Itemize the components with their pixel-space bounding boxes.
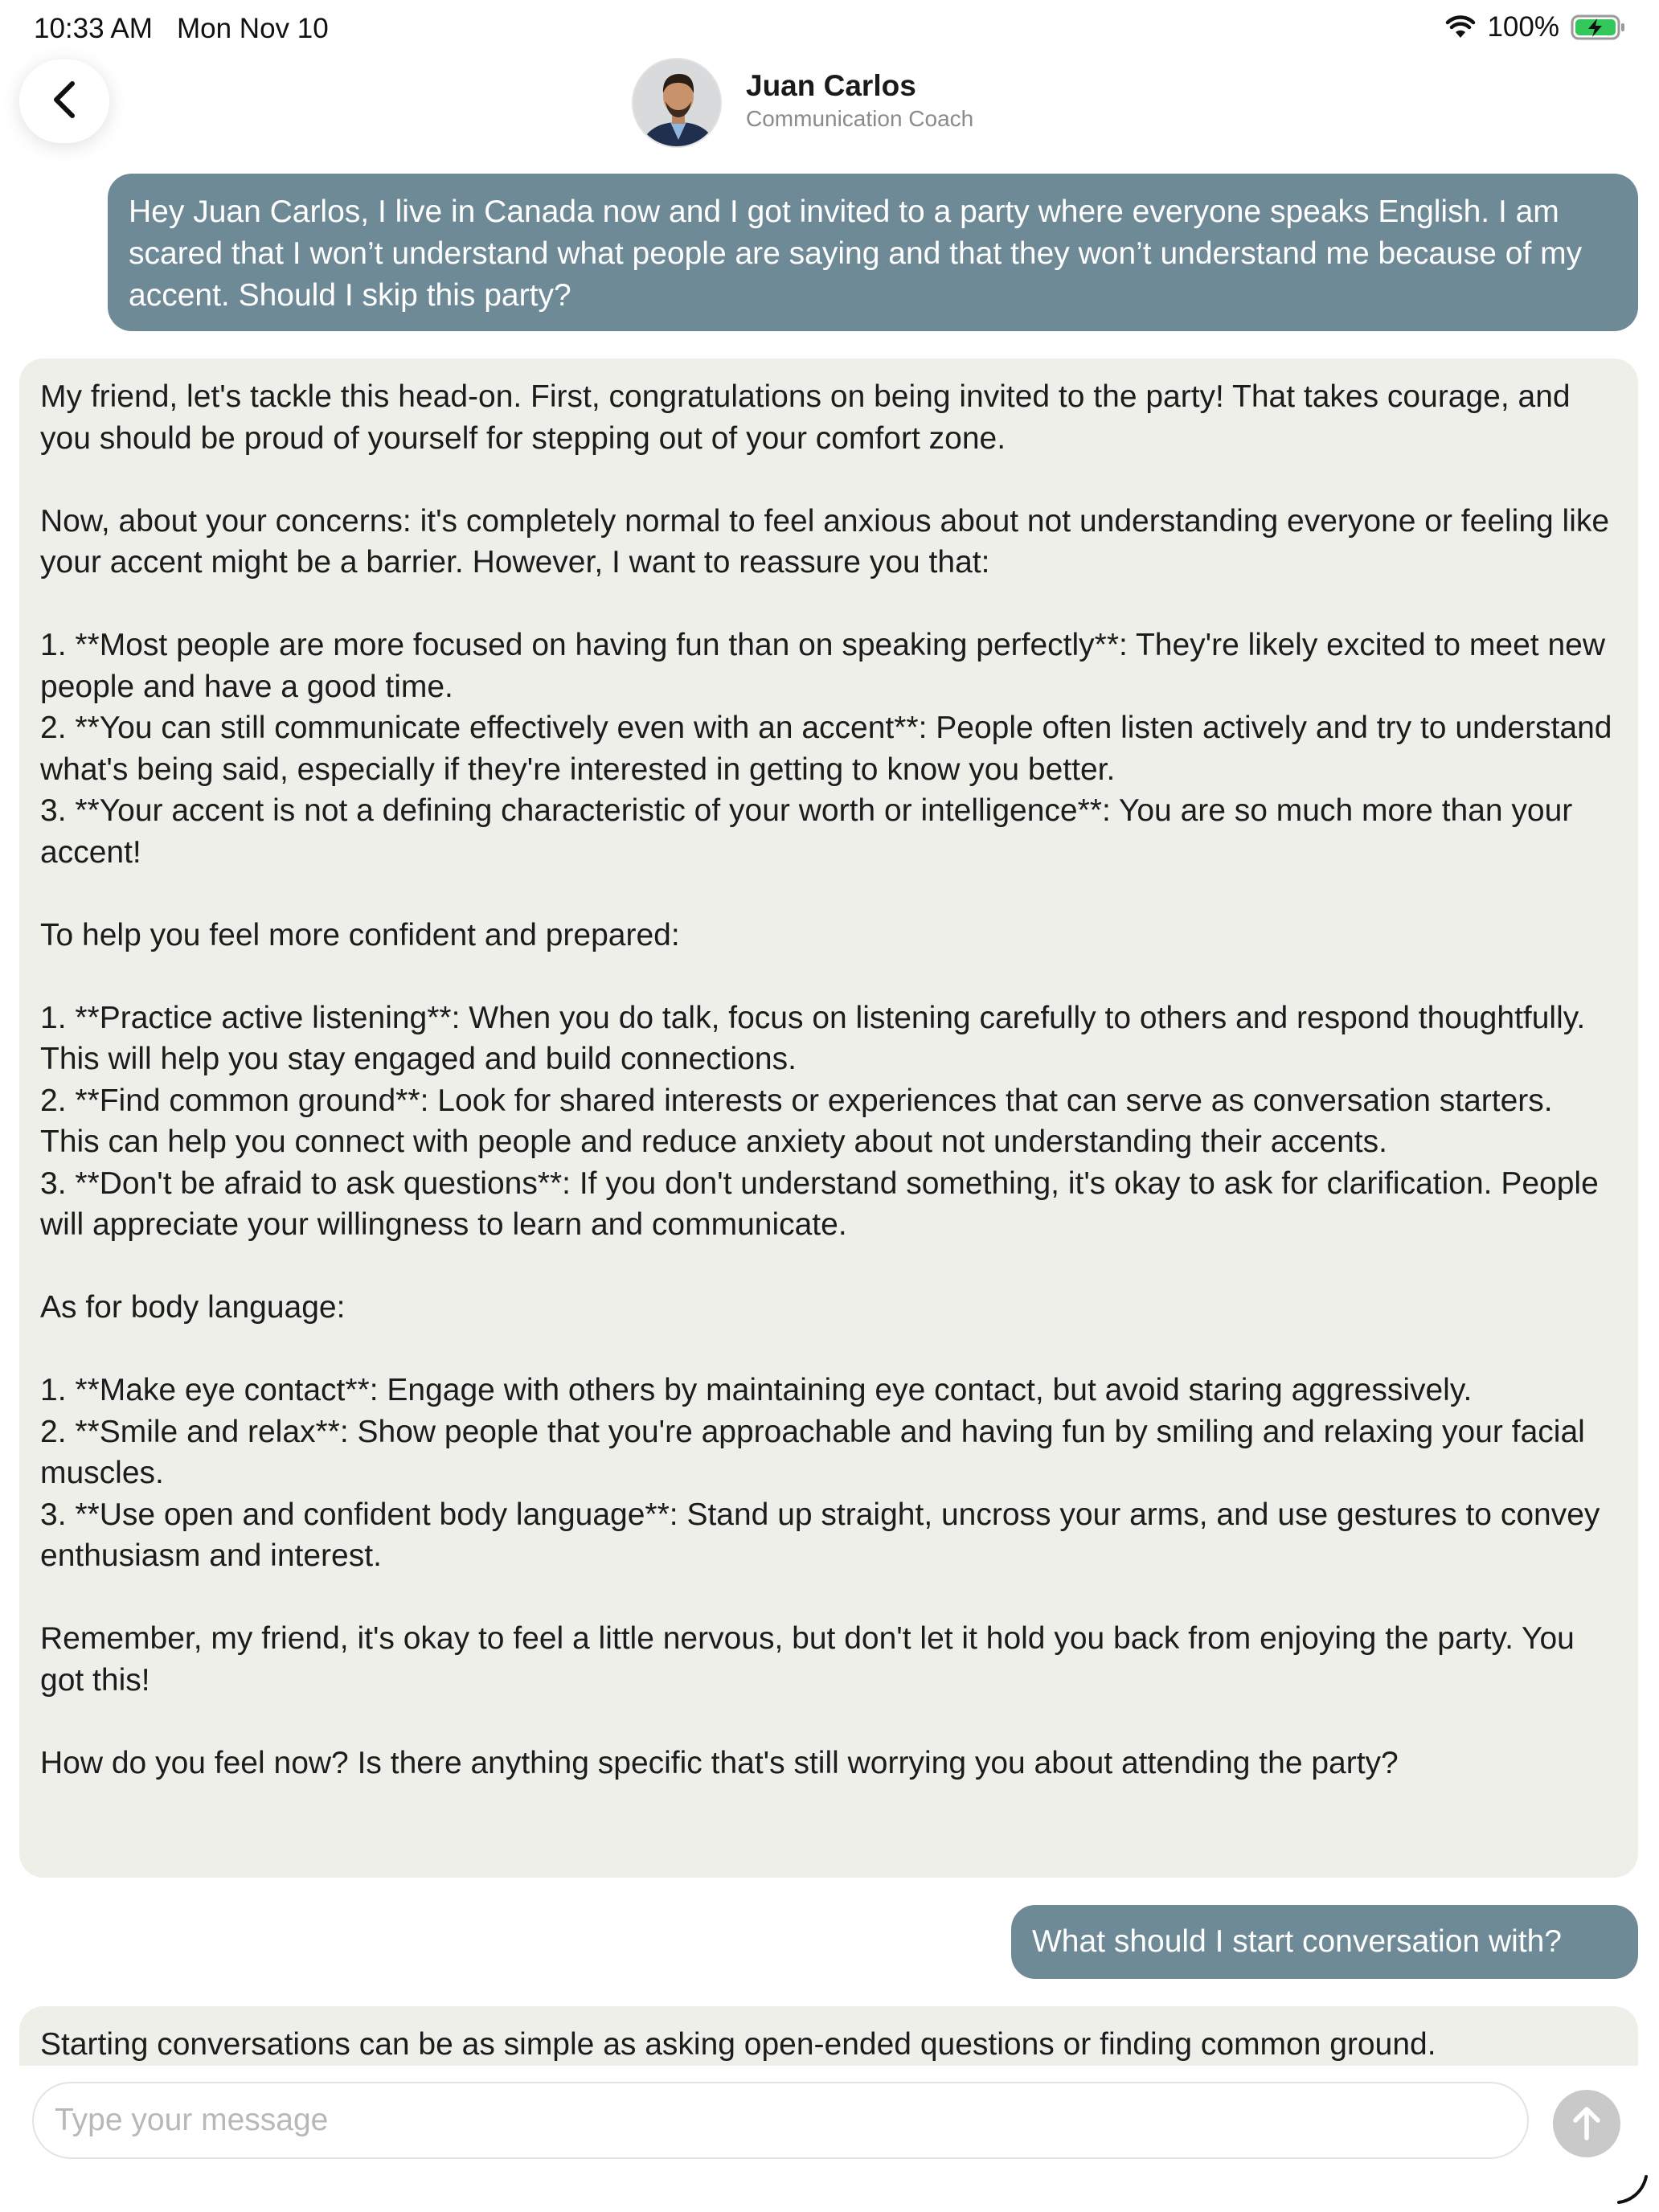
- status-time: 10:33 AM: [34, 13, 153, 44]
- coach-message-bubble: Starting conversations can be as simple as asking open-ended questions or finding common ground.: [19, 2006, 1638, 2167]
- resize-handle[interactable]: [1616, 2172, 1649, 2206]
- battery-charging-icon: [1571, 14, 1627, 41]
- status-indicators: [1445, 11, 1627, 43]
- back-button[interactable]: [19, 59, 109, 143]
- chevron-left-icon: [48, 79, 80, 125]
- arrow-up-icon: [1569, 2103, 1604, 2145]
- user-message-bubble: Hey Juan Carlos, I live in Canada now and I got invited to a party where everyone speaks English. I am scared that I won’t understand what people are saying and that they won’t understand me because of my accent. Should I skip this party?: [108, 174, 1638, 331]
- status-bar: [0, 0, 1659, 58]
- wifi-icon: [1445, 15, 1476, 39]
- send-button[interactable]: [1553, 2090, 1620, 2157]
- message-input[interactable]: [32, 2082, 1529, 2159]
- message-composer: [0, 2066, 1659, 2212]
- coach-name: Juan Carlos: [746, 69, 916, 102]
- battery-percentage: 100%: [1487, 11, 1559, 43]
- status-date: Mon Nov 10: [177, 13, 329, 44]
- coach-message-bubble: My friend, let's tackle this head-on. First, congratulations on being invited to the party! That takes courage, and you should be proud of yourself for stepping out of your comfort zone. Now, about your concerns: it's completely normal to feel anxious about not understanding everyone or feeling like your accent might be a barrier. However, I want to reassure you that: 1. **Most people are more focused on having fun than on speaking perfectly**: They're likely excited to meet new people and have a good time. 2. **You can still communicate effectively even with an accent**: People often listen actively and try to understand what's being said, especially if they're interested in getting to know you better. 3. **Your accent is not a defining characteristic of your worth or intelligence**: You are so much more than your accent! To help you feel more confident and prepared: 1. **Practice active listening**: When you do talk, focus on listening carefully to others and respond thoughtfully. This will help you stay engaged and build connections. 2. **Find common ground**: Look for shared interests or experiences that can serve as conversation starters. This can help you connect with people and reduce anxiety about not understanding their accents. 3. **Don't be afraid to ask questions**: If you don't understand something, it's okay to ask for clarification. People will appreciate your willingness to learn and communicate. As for body language: 1. **Make eye contact**: Engage with others by maintaining eye contact, but avoid staring aggressively. 2. **Smile and relax**: Show people that you're approachable and having fun by smiling and relaxing your facial muscles. 3. **Use open and confident body language**: Stand up straight, uncross your arms, and use gestures to convey enthusiasm and interest. Remember, my friend, it's okay to feel a little nervous, but don't let it hold you back from enjoying the party. You got this! How do you feel now? Is there anything specific that's still worrying you about attending the party?: [19, 358, 1638, 1878]
- coach-role: Communication Coach: [746, 106, 974, 131]
- avatar: [632, 58, 722, 148]
- user-message-bubble: What should I start conversation with?: [1011, 1905, 1638, 1979]
